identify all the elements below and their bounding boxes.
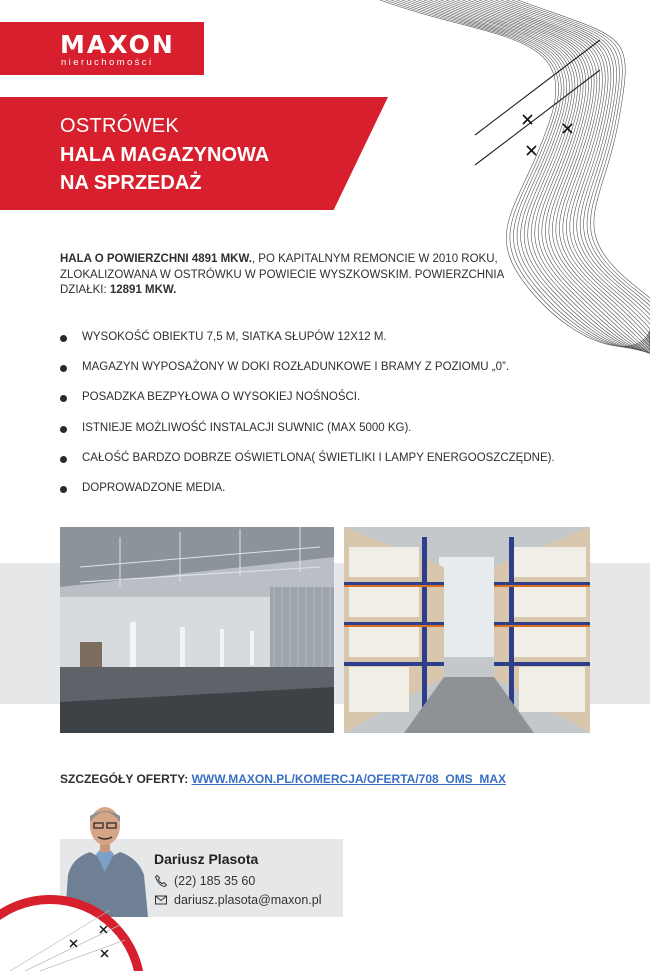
contact-email-row[interactable] <box>154 893 322 907</box>
feature-list <box>60 331 620 512</box>
list-item <box>60 331 620 361</box>
list-item <box>60 361 620 391</box>
contact-name: Dariusz Plasota <box>154 851 259 867</box>
warehouse-hall-photo <box>60 527 334 733</box>
cross-mark-icon <box>523 115 532 124</box>
logo-tagline: nieruchomości <box>61 57 154 68</box>
feature-text: WYSOKOŚĆ OBIEKTU 7,5 M, SIATKA SŁUPÓW 12X12 M. <box>82 331 387 343</box>
bullet-icon <box>60 456 67 463</box>
listing-subtitle: NA SPRZEDAŻ <box>60 172 202 194</box>
envelope-icon <box>154 893 168 907</box>
offer-details <box>60 772 506 786</box>
feature-text: DOPROWADZONE MEDIA. <box>82 481 226 494</box>
list-item <box>60 391 620 421</box>
contact-email: dariusz.plasota@maxon.pl <box>174 893 322 907</box>
bullet-icon <box>60 486 67 493</box>
list-item <box>60 482 620 512</box>
offer-link[interactable]: WWW.MAXON.PL/KOMERCJA/OFERTA/708_OMS_MAX <box>191 772 507 786</box>
logo-brand: MAXON <box>60 30 175 59</box>
phone-icon <box>154 874 168 888</box>
list-item <box>60 422 620 452</box>
location-title: OSTRÓWEK <box>60 115 180 137</box>
feature-text: MAGAZYN WYPOSAŻONY W DOKI ROZŁADUNKOWE I BRAMY Z POZIOMU „0”. <box>82 361 510 374</box>
details-label: SZCZEGÓŁY OFERTY: <box>60 772 192 786</box>
bullet-icon <box>60 335 67 342</box>
contact-phone: (22) 185 35 60 <box>174 874 256 888</box>
bullet-icon <box>60 365 67 372</box>
feature-text: ISTNIEJE MOŻLIWOŚĆ INSTALACJI SUWNIC (MAX 5000 KG). <box>82 421 412 434</box>
intro-text: , PO KAPITALNYM REMONCIE W 2010 ROKU, ZLOKALIZOWANA W OSTRÓWKU W POWIECIE WYSZKOWSKIM. POWIERZCHNIA DZIAŁKI: <box>60 253 504 296</box>
intro-paragraph <box>60 252 540 299</box>
contact-phone-row[interactable] <box>154 874 255 888</box>
list-item <box>60 452 620 482</box>
warehouse-racking-photo <box>344 527 590 733</box>
listing-title: HALA MAGAZYNOWA <box>60 144 270 166</box>
area-highlight: HALA O POWIERZCHNI 4891 MKW. <box>60 253 252 265</box>
decorative-circle <box>0 880 150 971</box>
bullet-icon <box>60 395 67 402</box>
plot-area-highlight: 12891 MKW. <box>109 284 177 296</box>
cross-mark-icon <box>527 146 536 155</box>
feature-text: POSADZKA BEZPYŁOWA O WYSOKIEJ NOŚNOŚCI. <box>82 391 361 404</box>
bullet-icon <box>60 426 67 433</box>
feature-text: CAŁOŚĆ BARDZO DOBRZE OŚWIETLONA( ŚWIETLIKI I LAMPY ENERGOOSZCZĘDNE). <box>82 451 555 464</box>
